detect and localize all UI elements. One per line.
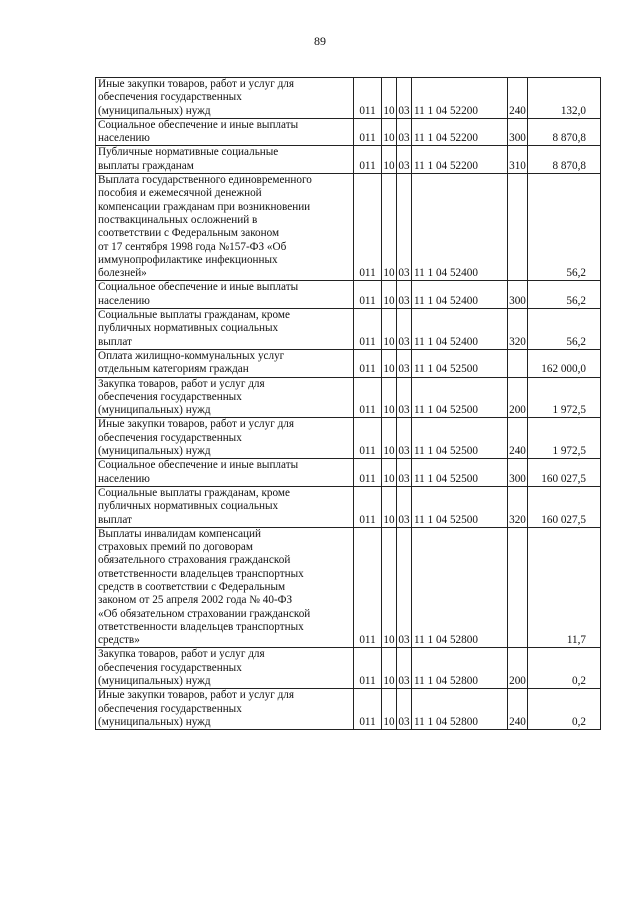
section-code-cell: 10 [382,349,397,377]
row-name-line: обеспечения государственных [98,431,242,444]
target-article-cell: 11 1 04 52500 [412,459,508,487]
amount-cell: 8 870,8 [528,146,601,174]
subsection-code-cell: 03 [397,281,412,309]
table-row [96,118,601,146]
section-code-cell: 10 [382,418,397,459]
budget-table [95,77,601,730]
row-name-line: выплаты гражданам [98,159,194,172]
row-name-line: Закупка товаров, работ и услуг для [98,377,265,390]
row-name-cell [96,377,354,418]
row-name-line: иммунопрофилактике инфекционных [98,253,278,266]
table-row [96,648,601,689]
target-article-cell: 11 1 04 52500 [412,486,508,527]
target-article-cell: 11 1 04 52200 [412,78,508,119]
ministry-code-cell: 011 [354,486,382,527]
table-row [96,349,601,377]
row-name-line: (муниципальных) нужд [98,104,211,117]
ministry-code-cell: 011 [354,418,382,459]
row-name-line: Иные закупки товаров, работ и услуг для [98,689,295,702]
subsection-code-cell: 03 [397,689,412,730]
ministry-code-cell: 011 [354,174,382,281]
row-name-line: публичных нормативных социальных [98,500,279,513]
row-name-line: (муниципальных) нужд [98,404,211,417]
ministry-code-cell: 011 [354,78,382,119]
amount-cell: 162 000,0 [528,349,601,377]
table-row [96,486,601,527]
table-body [96,78,601,730]
row-name-line: отдельным категориям граждан [98,363,249,376]
row-name-line: (муниципальных) нужд [98,675,211,688]
row-name-line: средств» [98,634,140,647]
row-name-line: Иные закупки товаров, работ и услуг для [98,418,295,431]
row-name-line: поствакцинальных осложнений в [98,213,258,226]
target-article-cell: 11 1 04 52200 [412,146,508,174]
table-row [96,78,601,119]
subsection-code-cell: 03 [397,146,412,174]
row-name-line: страховых премий по договорам [98,541,253,554]
amount-cell: 0,2 [528,689,601,730]
table-row [96,174,601,281]
row-name-cell [96,349,354,377]
subsection-code-cell: 03 [397,349,412,377]
row-name-line: Социальное обеспечение и иные выплаты [98,459,299,472]
row-name-cell [96,459,354,487]
subsection-code-cell: 03 [397,309,412,350]
amount-cell: 160 027,5 [528,459,601,487]
page-number: 89 [314,34,326,48]
expense-type-cell: 310 [508,146,528,174]
row-name-line: Социальное обеспечение и иные выплаты [98,118,299,131]
row-name-cell [96,527,354,648]
target-article-cell: 11 1 04 52400 [412,174,508,281]
table-row [96,309,601,350]
section-code-cell: 10 [382,281,397,309]
target-article-cell: 11 1 04 52800 [412,527,508,648]
expense-type-cell: 240 [508,78,528,119]
row-name-line: Выплаты инвалидам компенсаций [98,527,261,540]
expense-type-cell: 320 [508,486,528,527]
row-name-line: Социальные выплаты гражданам, кроме [98,309,290,322]
row-name-line: соответствии с Федеральным законом [98,227,280,240]
ministry-code-cell: 011 [354,309,382,350]
row-name-cell [96,78,354,119]
amount-cell: 56,2 [528,174,601,281]
subsection-code-cell: 03 [397,527,412,648]
row-name-cell [96,648,354,689]
amount-cell: 56,2 [528,281,601,309]
amount-cell: 132,0 [528,78,601,119]
row-name-line: Закупка товаров, работ и услуг для [98,648,265,661]
expense-type-cell: 200 [508,648,528,689]
section-code-cell: 10 [382,377,397,418]
expense-type-cell: 300 [508,281,528,309]
expense-type-cell: 300 [508,118,528,146]
row-name-line: средств в соответствии с Федеральным [98,580,286,593]
row-name-line: выплат [98,335,132,348]
row-name-line: обеспечения государственных [98,390,242,403]
row-name-line: публичных нормативных социальных [98,322,279,335]
section-code-cell: 10 [382,527,397,648]
row-name-line: выплат [98,513,132,526]
expense-type-cell [508,174,528,281]
table-row [96,418,601,459]
expense-type-cell: 240 [508,418,528,459]
expense-type-cell: 300 [508,459,528,487]
row-name-line: законом от 25 апреля 2002 года № 40-ФЗ [98,594,293,607]
table-row [96,281,601,309]
ministry-code-cell: 011 [354,527,382,648]
section-code-cell: 10 [382,118,397,146]
row-name-line: пособия и ежемесячной денежной [98,187,262,200]
expense-type-cell [508,527,528,648]
expense-type-cell [508,349,528,377]
table-row [96,146,601,174]
row-name-line: населению [98,472,150,485]
amount-cell: 160 027,5 [528,486,601,527]
target-article-cell: 11 1 04 52200 [412,118,508,146]
subsection-code-cell: 03 [397,648,412,689]
amount-cell: 11,7 [528,527,601,648]
section-code-cell: 10 [382,459,397,487]
row-name-line: обеспечения государственных [98,661,242,674]
section-code-cell: 10 [382,309,397,350]
row-name-line: ответственности владельцев транспортных [98,567,304,580]
table-row [96,689,601,730]
row-name-cell [96,418,354,459]
target-article-cell: 11 1 04 52500 [412,377,508,418]
row-name-line: (муниципальных) нужд [98,715,211,728]
row-name-cell [96,146,354,174]
row-name-line: от 17 сентября 1998 года №157-ФЗ «Об [98,240,287,253]
row-name-line: обязательного страхования гражданской [98,554,291,567]
ministry-code-cell: 011 [354,459,382,487]
row-name-line: Выплата государственного единовременного [98,174,312,187]
row-name-cell [96,118,354,146]
section-code-cell: 10 [382,146,397,174]
row-name-cell [96,309,354,350]
row-name-line: компенсации гражданам при возникновении [98,200,311,213]
row-name-line: ответственности владельцев транспортных [98,620,304,633]
ministry-code-cell: 011 [354,689,382,730]
ministry-code-cell: 011 [354,281,382,309]
subsection-code-cell: 03 [397,174,412,281]
row-name-line: «Об обязательном страховании гражданской [98,607,311,620]
amount-cell: 0,2 [528,648,601,689]
row-name-line: болезней» [98,267,147,280]
target-article-cell: 11 1 04 52500 [412,418,508,459]
ministry-code-cell: 011 [354,146,382,174]
subsection-code-cell: 03 [397,418,412,459]
target-article-cell: 11 1 04 52800 [412,648,508,689]
row-name-line: населению [98,132,150,145]
subsection-code-cell: 03 [397,78,412,119]
section-code-cell: 10 [382,174,397,281]
expense-type-cell: 200 [508,377,528,418]
table-row [96,527,601,648]
amount-cell: 8 870,8 [528,118,601,146]
subsection-code-cell: 03 [397,459,412,487]
table-row [96,377,601,418]
ministry-code-cell: 011 [354,648,382,689]
expense-type-cell: 320 [508,309,528,350]
target-article-cell: 11 1 04 52400 [412,281,508,309]
ministry-code-cell: 011 [354,349,382,377]
section-code-cell: 10 [382,648,397,689]
row-name-line: Социальные выплаты гражданам, кроме [98,486,290,499]
target-article-cell: 11 1 04 52800 [412,689,508,730]
ministry-code-cell: 011 [354,118,382,146]
row-name-line: обеспечения государственных [98,702,242,715]
section-code-cell: 10 [382,78,397,119]
target-article-cell: 11 1 04 52500 [412,349,508,377]
row-name-line: Оплата жилищно-коммунальных услуг [98,349,285,362]
amount-cell: 56,2 [528,309,601,350]
row-name-line: Публичные нормативные социальные [98,146,279,159]
section-code-cell: 10 [382,486,397,527]
row-name-cell [96,174,354,281]
section-code-cell: 10 [382,689,397,730]
row-name-line: населению [98,294,150,307]
subsection-code-cell: 03 [397,486,412,527]
row-name-line: Социальное обеспечение и иные выплаты [98,281,299,294]
row-name-line: (муниципальных) нужд [98,445,211,458]
row-name-cell [96,689,354,730]
target-article-cell: 11 1 04 52400 [412,309,508,350]
amount-cell: 1 972,5 [528,377,601,418]
ministry-code-cell: 011 [354,377,382,418]
subsection-code-cell: 03 [397,118,412,146]
subsection-code-cell: 03 [397,377,412,418]
row-name-line: Иные закупки товаров, работ и услуг для [98,78,295,90]
expense-type-cell: 240 [508,689,528,730]
row-name-cell [96,486,354,527]
row-name-cell [96,281,354,309]
row-name-line: обеспечения государственных [98,91,242,104]
amount-cell: 1 972,5 [528,418,601,459]
table-row [96,459,601,487]
